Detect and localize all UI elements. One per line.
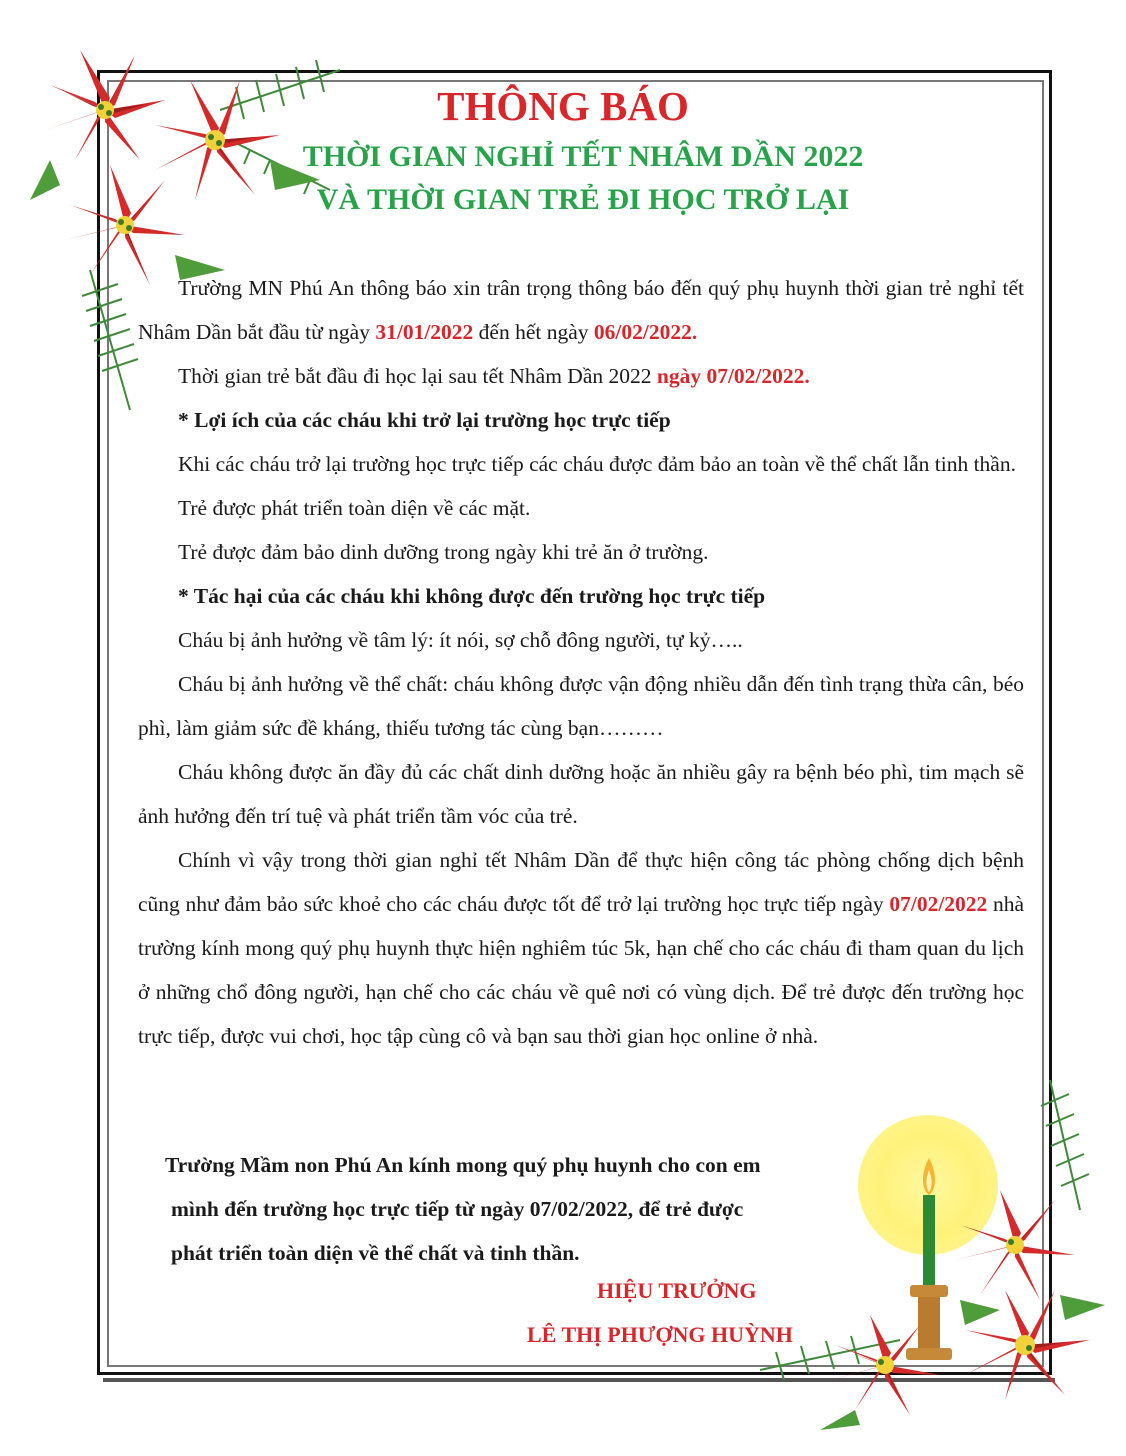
- return-date: ngày 07/02/2022.: [656, 364, 810, 388]
- paragraph-holiday-period: [138, 266, 1024, 354]
- harm-item: Cháu bị ảnh hưởng về thể chất: cháu không được vận động nhiều dẫn đến tình trạng thừa cân, béo phì, làm giảm sức đề kháng, thiếu tương tác cùng bạn………: [138, 672, 1024, 740]
- paragraph-text: Trường MN Phú An thông báo xin trân trọng thông báo đến quý phụ huynh thời gian trẻ nghỉ tết Nhâm Dần bắt đầu từ ngày: [138, 276, 1024, 344]
- holiday-end-date: 06/02/2022.: [593, 320, 698, 344]
- benefit-item: Trẻ được phát triển toàn diện về các mặt.: [178, 496, 531, 520]
- notice-subtitle-line-1: THỜI GIAN NGHỈ TẾT NHÂM DẦN 2022: [302, 140, 864, 173]
- paragraph-request: [138, 838, 1024, 1058]
- signature-role: HIỆU TRƯỞNG: [597, 1278, 757, 1303]
- paragraph-text: Chính vì vậy trong thời gian nghỉ tết Nhâm Dần để thực hiện công tác phòng chống dịch bệnh cũng như đảm bảo sức khoẻ cho các cháu được tốt để trở lại trường học trực tiếp ngày: [138, 848, 1024, 916]
- notice-title: THÔNG BÁO: [437, 83, 689, 129]
- benefit-item: Trẻ được đảm bảo dinh dưỡng trong ngày khi trẻ ăn ở trường.: [178, 540, 709, 564]
- notice-subtitle-line-2: VÀ THỜI GIAN TRẺ ĐI HỌC TRỞ LẠI: [316, 183, 850, 216]
- closing-statement: [165, 1143, 761, 1275]
- holiday-start-date: 31/01/2022: [375, 320, 474, 344]
- closing-line: Trường Mầm non Phú An kính mong quý phụ huynh cho con em: [165, 1153, 761, 1177]
- paragraph-text: nhà trường kính mong quý phụ huynh thực hiện nghiêm túc 5k, hạn chế cho các cháu đi tham quan du lịch ở những chổ đông người, hạn chế cho các cháu về quê nơi có vùng dịch. Để trẻ được đến trường học trực tiếp, được vui chơi, học tập cùng cô và bạn sau thời gian học online ở nhà.: [138, 892, 1024, 1048]
- heading-harms: * Tác hại của các cháu khi không được đến trường học trực tiếp: [178, 584, 766, 608]
- candle-decoration: [760, 1080, 1126, 1456]
- closing-line: mình đến trường học trực tiếp từ ngày 07/02/2022, để trẻ được: [171, 1197, 744, 1221]
- paragraph-text: đến hết ngày: [473, 320, 594, 344]
- return-date-inline: 07/02/2022: [889, 892, 988, 916]
- benefit-item: Khi các cháu trở lại trường học trực tiếp các cháu được đảm bảo an toàn về thể chất lẫn tinh thần.: [178, 452, 1016, 476]
- harm-item: Cháu bị ảnh hưởng về tâm lý: ít nói, sợ chỗ đông người, tự kỷ…..: [178, 628, 743, 652]
- paragraph-return-date: [138, 354, 1024, 398]
- paragraph-text: Thời gian trẻ bắt đầu đi học lại sau tết Nhâm Dần 2022: [178, 364, 657, 388]
- heading-benefits: * Lợi ích của các cháu khi trở lại trường học trực tiếp: [178, 408, 671, 432]
- harm-item: Cháu không được ăn đầy đủ các chất dinh dưỡng hoặc ăn nhiều gây ra bệnh béo phì, tim mạch sẽ ảnh hưởng đến trí tuệ và phát triển tầm vóc của trẻ.: [138, 760, 1024, 828]
- signature-name: LÊ THỊ PHƯỢNG HUỲNH: [527, 1322, 793, 1347]
- closing-line: phát triển toàn diện về thể chất và tinh thần.: [171, 1241, 580, 1265]
- notice-body: [138, 266, 1024, 1058]
